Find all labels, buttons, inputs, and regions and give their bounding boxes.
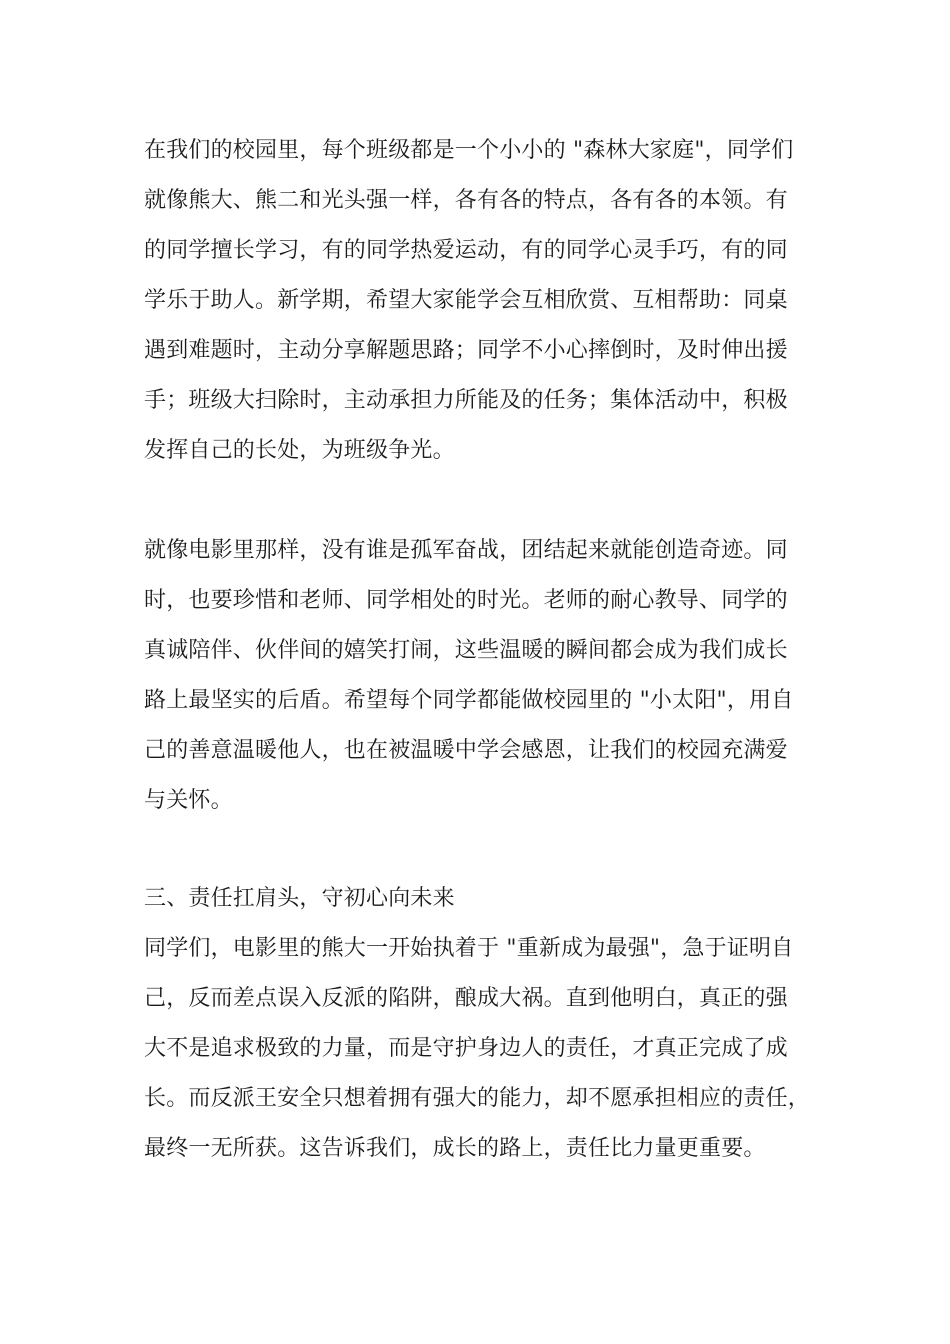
paragraph-line: 同学们，电影里的熊大一开始执着于 "重新成为最强"，急于证明自	[144, 936, 794, 961]
paragraph-line: 己的善意温暖他人，也在被温暖中学会感恩，让我们的校园充满爱	[144, 738, 788, 763]
paragraph-line: 己，反而差点误入反派的陷阱，酿成大祸。直到他明白，真正的强	[144, 986, 788, 1011]
paragraph-line: 就像电影里那样，没有谁是孤军奋战，团结起来就能创造奇迹。同	[144, 538, 788, 563]
paragraph-line: 手；班级大扫除时，主动承担力所能及的任务；集体活动中，积极	[144, 388, 788, 413]
paragraph-line: 遇到难题时，主动分享解题思路；同学不小心摔倒时，及时伸出援	[144, 338, 788, 363]
paragraph-line: 就像熊大、熊二和光头强一样，各有各的特点，各有各的本领。有	[144, 188, 788, 213]
paragraph-line: 学乐于助人。新学期，希望大家能学会互相欣赏、互相帮助：同桌	[144, 288, 788, 313]
paragraph-line: 时，也要珍惜和老师、同学相处的时光。老师的耐心教导、同学的	[144, 588, 788, 613]
paragraph-line: 大不是追求极致的力量，而是守护身边人的责任，才真正完成了成	[144, 1036, 788, 1061]
paragraph-line: 发挥自己的长处，为班级争光。	[144, 438, 455, 463]
paragraph-line: 长。而反派王安全只想着拥有强大的能力，却不愿承担相应的责任，	[144, 1086, 811, 1111]
paragraph-line: 路上最坚实的后盾。希望每个同学都能做校园里的 "小太阳"，用自	[144, 688, 794, 713]
section-heading: 三、责任扛肩头，守初心向未来	[144, 886, 455, 911]
paragraph-line: 真诚陪伴、伙伴间的嬉笑打闹，这些温暖的瞬间都会成为我们成长	[144, 638, 788, 663]
paragraph-line: 最终一无所获。这告诉我们，成长的路上，责任比力量更重要。	[144, 1136, 766, 1161]
paragraph-line: 在我们的校园里，每个班级都是一个小小的 "森林大家庭"，同学们	[144, 138, 794, 163]
paragraph-line: 与关怀。	[144, 788, 233, 813]
paragraph-line: 的同学擅长学习，有的同学热爱运动，有的同学心灵手巧，有的同	[144, 238, 788, 263]
